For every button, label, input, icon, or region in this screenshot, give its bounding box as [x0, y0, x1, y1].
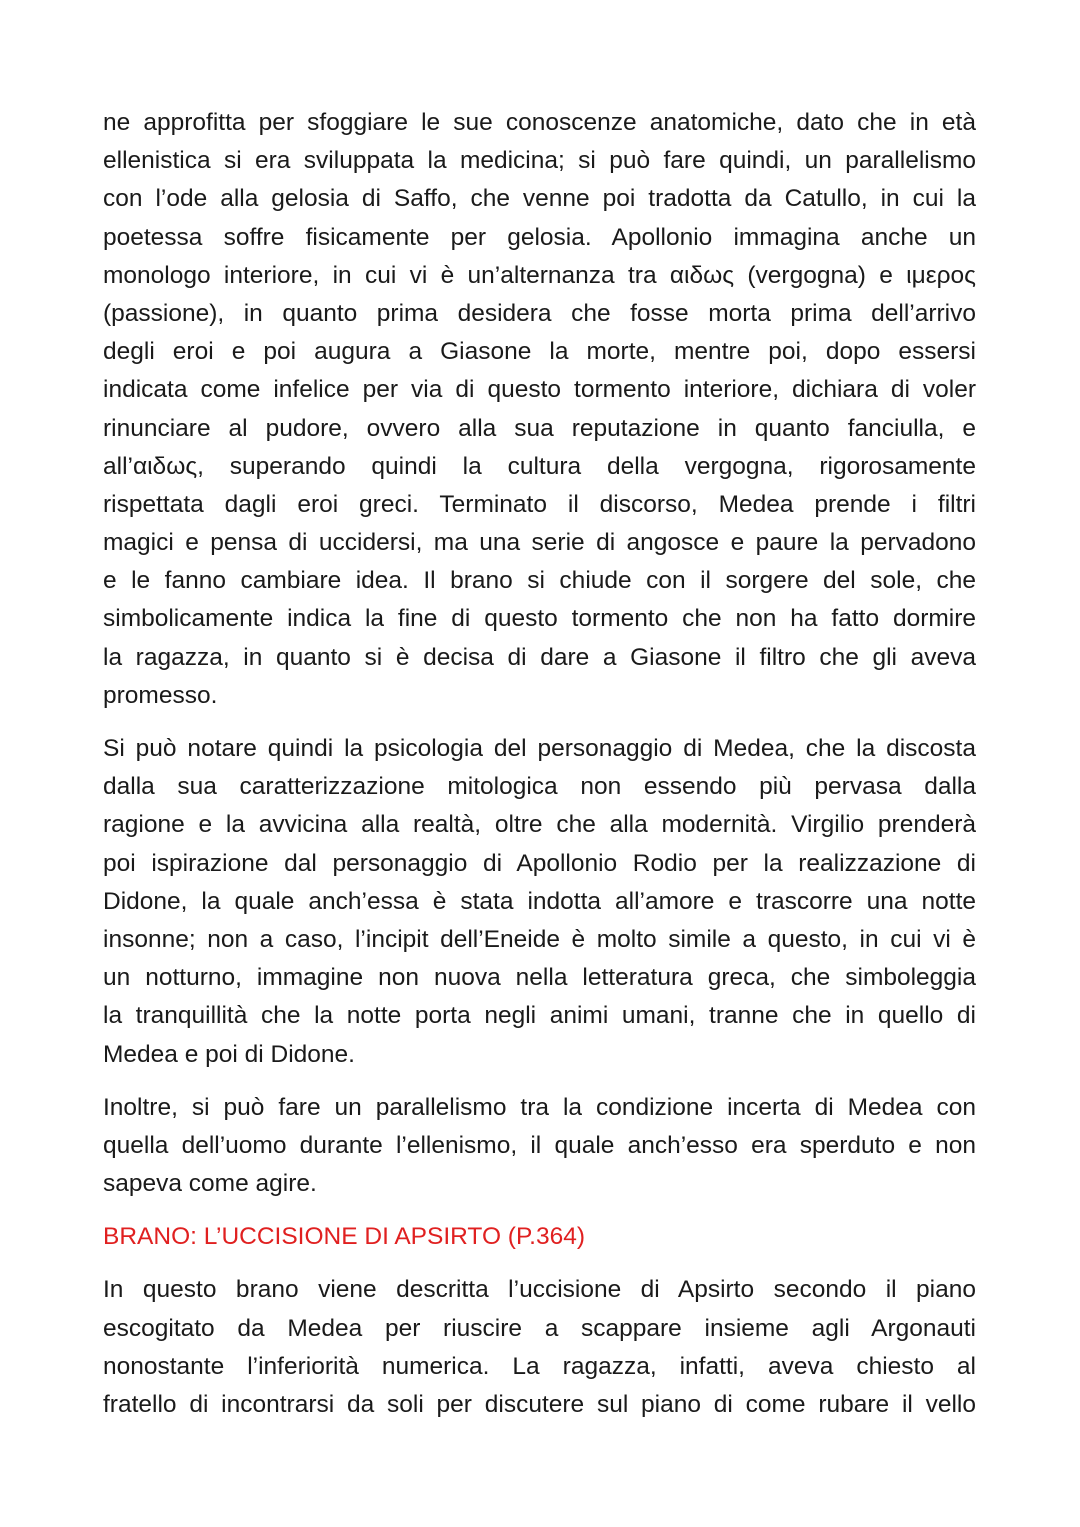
text-line: rispettata dagli eroi greci. Terminato il discorso, Medea prende i filtri [103, 490, 976, 518]
text-line: simbolicamente indica la fine di questo tormento che non ha fatto dormire [103, 605, 976, 633]
text-line: In questo brano viene descritta l’uccisione di Apsirto secondo il piano [103, 1276, 976, 1304]
text-line: poetessa soffre fisicamente per gelosia. Apollonio immagina anche un [103, 223, 976, 251]
text-line: un notturno, immagine non nuova nella letteratura greca, che simboleggia [103, 964, 976, 992]
text-line: dalla sua caratterizzazione mitologica non essendo più pervasa dalla [103, 773, 976, 801]
text-line: ne approfitta per sfoggiare le sue conoscenze anatomiche, dato che in età [103, 109, 976, 136]
text-line: all’αιδως, superando quindi la cultura della vergogna, rigorosamente [103, 452, 976, 480]
paragraph-medea-psychology [103, 730, 976, 1074]
text-line: sapeva come agire. [103, 1170, 317, 1198]
paragraph-hellenism-parallel [103, 1089, 976, 1204]
text-line: (passione), in quanto prima desidera che fosse morta prima dell’arrivo [103, 299, 976, 327]
text-line: Didone, la quale anch’essa è stata indotta all’amore e trascorre una notte [103, 887, 976, 915]
text-line: nonostante l’inferiorità numerica. La ragazza, infatti, aveva chiesto al [103, 1352, 976, 1380]
text-line: e le fanno cambiare idea. Il brano si chiude con il sorgere del sole, che [103, 567, 976, 595]
text-line: escogitato da Medea per riuscire a scappare insieme agli Argonauti [103, 1314, 976, 1342]
text-line: quella dell’uomo durante l’ellenismo, il quale anch’esso era sperduto e non [103, 1131, 976, 1159]
text-line: la ragazza, in quanto si è decisa di dare a Giasone il filtro che gli aveva [103, 643, 976, 671]
text-line: la tranquillità che la notte porta negli animi umani, tranne che in quello di [103, 1002, 976, 1030]
document-page [103, 104, 976, 1439]
paragraph-apsirto [103, 1271, 976, 1424]
text-line: degli eroi e poi augura a Giasone la morte, mentre poi, dopo essersi [103, 338, 976, 366]
text-line: Inoltre, si può fare un parallelismo tra la condizione incerta di Medea con [103, 1093, 976, 1121]
text-line: poi ispirazione dal personaggio di Apollonio Rodio per la realizzazione di [103, 849, 976, 877]
text-line: con l’ode alla gelosia di Saffo, che venne poi tradotta da Catullo, in cui la [103, 185, 976, 213]
text-line: promesso. [103, 681, 218, 709]
text-line: monologo interiore, in cui vi è un’alternanza tra αιδως (vergogna) e ιμερος [103, 261, 976, 289]
text-line: indicata come infelice per via di questo tormento interiore, dichiara di voler [103, 376, 976, 404]
text-line: rinunciare al pudore, ovvero alla sua reputazione in quanto fanciulla, e [103, 414, 976, 442]
text-line: fratello di incontrarsi da soli per discutere sul piano di come rubare il vello [103, 1391, 976, 1419]
paragraph-medea-monologue [103, 104, 976, 715]
text-line: Medea e poi di Didone. [103, 1040, 355, 1068]
text-line: insonne; non a caso, l’incipit dell’Eneide è molto simile a questo, in cui vi è [103, 925, 976, 953]
text-line: ellenistica si era sviluppata la medicina; si può fare quindi, un parallelismo [103, 147, 976, 175]
section-heading: BRANO: L’UCCISIONE DI APSIRTO (P.364) [103, 1223, 585, 1251]
text-line: Si può notare quindi la psicologia del personaggio di Medea, che la discosta [103, 735, 976, 762]
text-line: magici e pensa di uccidersi, ma una serie di angosce e paure la pervadono [103, 529, 976, 557]
text-line: ragione e la avvicina alla realtà, oltre che alla modernità. Virgilio prenderà [103, 811, 976, 839]
